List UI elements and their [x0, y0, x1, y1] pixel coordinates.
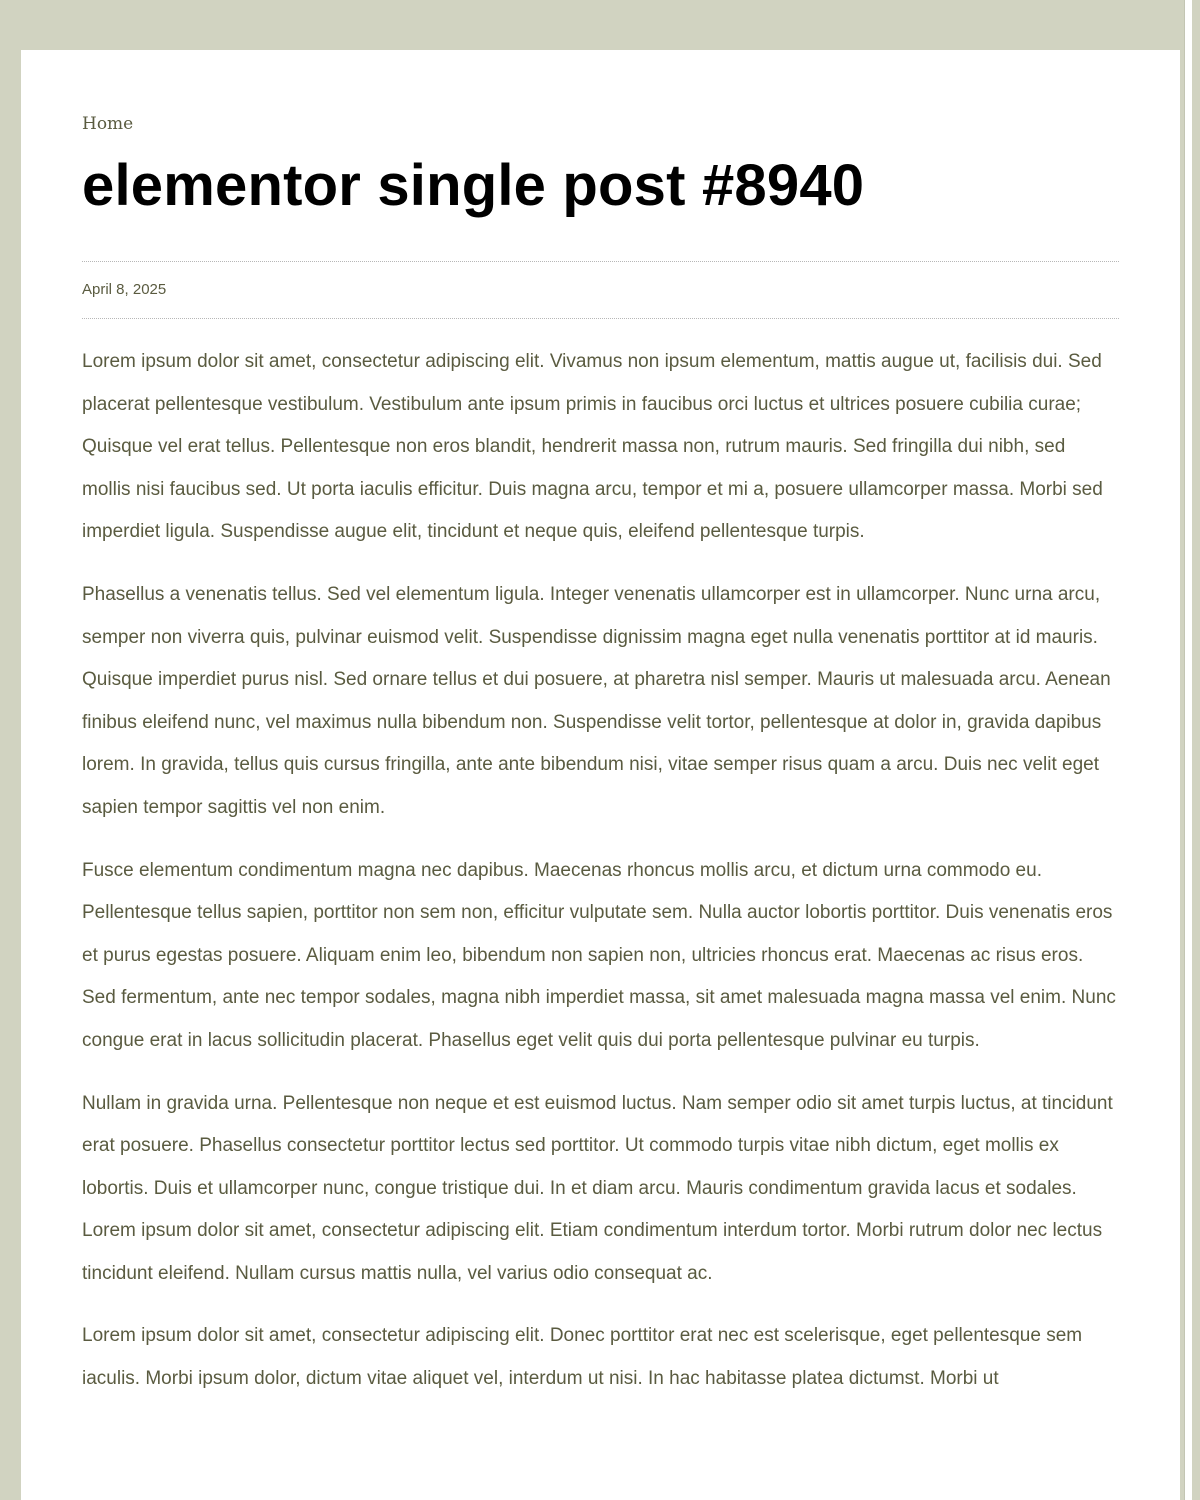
post-body [82, 341, 1119, 1401]
scrollbar-thumb[interactable] [1184, 0, 1192, 1500]
breadcrumb-home-link[interactable]: Home [82, 114, 134, 134]
post-paragraph: Lorem ipsum dolor sit amet, consectetur adipiscing elit. Vivamus non ipsum elementum, mattis augue ut, facilisis dui. Sed placerat pellentesque vestibulum. Vestibulum ante ipsum primis in faucibus orci luctus et ultrices posuere cubilia curae; Quisque vel erat tellus. Pellentesque non eros blandit, hendrerit massa non, rutrum mauris. Sed fringilla dui nibh, sed mollis nisi faucibus sed. Ut porta iaculis efficitur. Duis magna arcu, tempor et mi a, posuere ullamcorper massa. Morbi sed imperdiet ligula. Suspendisse augue elit, tincidunt et neque quis, eleifend pellentesque turpis. [82, 351, 1103, 543]
breadcrumb [82, 112, 1119, 136]
post-paragraph: Nullam in gravida urna. Pellentesque non neque et est euismod luctus. Nam semper odio sit amet turpis luctus, at tincidunt erat posuere. Phasellus consectetur porttitor lectus sed porttitor. Ut commodo turpis vitae nibh dictum, eget mollis ex lobortis. Duis et ullamcorper nunc, congue tristique dui. In et diam arcu. Mauris condimentum gravida lacus et sodales. Lorem ipsum dolor sit amet, consectetur adipiscing elit. Etiam condimentum interdum tortor. Morbi rutrum dolor nec lectus tincidunt eleifend. Nullam cursus mattis nulla, vel varius odio consequat ac. [82, 1092, 1113, 1284]
post-paragraph: Lorem ipsum dolor sit amet, consectetur adipiscing elit. Donec porttitor erat nec est scelerisque, eget pellentesque sem iaculis. Morbi ipsum dolor, dictum vitae aliquet vel, interdum ut nisi. In hac habitasse platea dictumst. Morbi ut [82, 1325, 1083, 1390]
post-meta-bar [82, 261, 1119, 319]
page-title: elementor single post #8940 [82, 153, 865, 218]
scrollbar-track[interactable] [1183, 0, 1200, 1500]
post-card [21, 50, 1180, 1500]
post-paragraph: Fusce elementum condimentum magna nec dapibus. Maecenas rhoncus mollis arcu, et dictum urna commodo eu. Pellentesque tellus sapien, porttitor non sem non, efficitur vulputate sem. Nulla auctor lobortis porttitor. Duis venenatis eros et purus egestas posuere. Aliquam enim leo, bibendum non sapien non, ultricies rhoncus erat. Maecenas ac risus eros. Sed fermentum, ante nec tempor sodales, magna nibh imperdiet massa, sit amet malesuada magna massa vel enim. Nunc congue erat in lacus sollicitudin placerat. Phasellus eget velit quis dui porta pellentesque pulvinar eu turpis. [82, 859, 1116, 1051]
post-paragraph: Phasellus a venenatis tellus. Sed vel elementum ligula. Integer venenatis ullamcorper est in ullamcorper. Nunc urna arcu, semper non viverra quis, pulvinar euismod velit. Suspendisse dignissim magna eget nulla venenatis porttitor at id mauris. Quisque imperdiet purus nisl. Sed ornare tellus et dui posuere, at pharetra nisl semper. Mauris ut malesuada arcu. Aenean finibus eleifend nunc, vel maximus nulla bibendum non. Suspendisse velit tortor, pellentesque at dolor in, gravida dapibus lorem. In gravida, tellus quis cursus fringilla, ante ante bibendum nisi, vitae semper risus quam a arcu. Duis nec velit eget sapien tempor sagittis vel non enim. [82, 583, 1111, 818]
post-date: April 8, 2025 [82, 281, 167, 298]
post-content [82, 112, 1119, 1421]
